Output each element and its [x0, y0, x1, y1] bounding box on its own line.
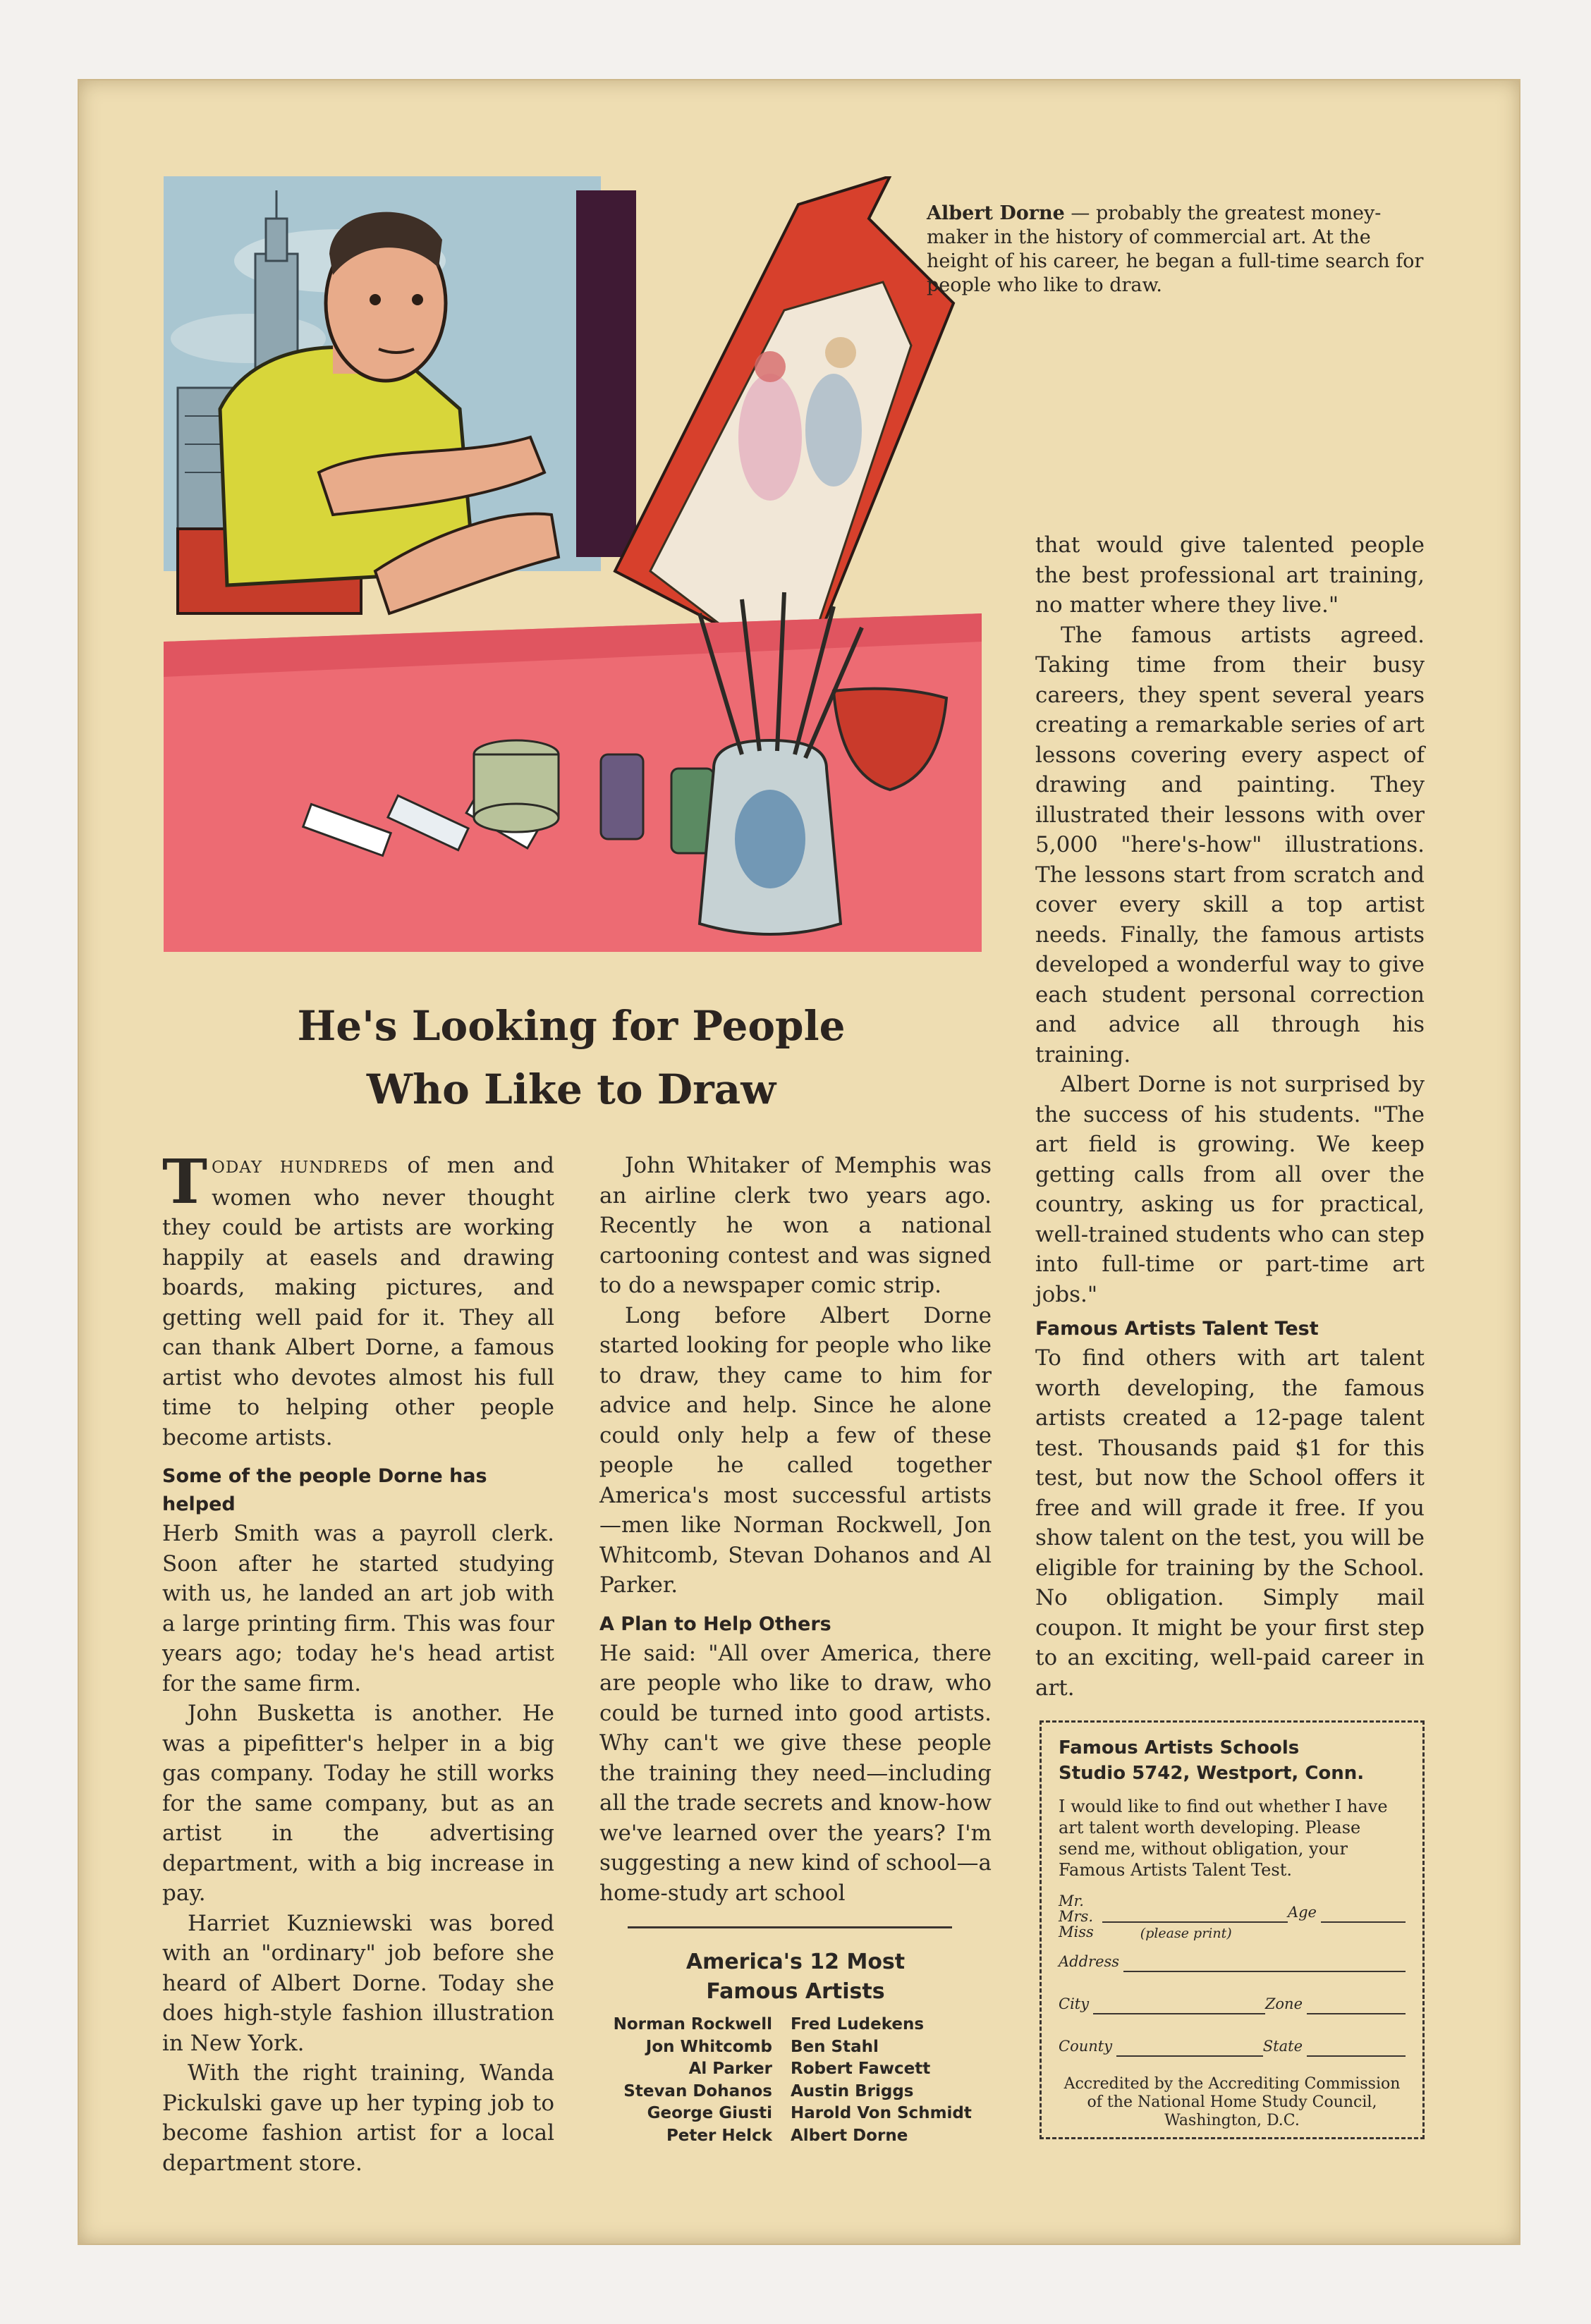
- subhead-plan: A Plan to Help Others: [599, 1613, 831, 1635]
- intro-rest: of men and women who never thought they could be artists are working happily at easels and drawing boards, making pictures, and getting well paid for it. They all can thank Albert Dorne, a famous artist who devotes almost his full time to helping other people become artists.: [162, 1153, 555, 1450]
- article-column-2: [599, 1151, 992, 1908]
- coupon-school-name: Famous Artists Schools: [1059, 1737, 1300, 1759]
- caption-text: — probably the greatest money-maker in the history of commercial art. At the height of his career, he began a full-time search for people who like to draw.: [927, 202, 1424, 296]
- intro-paragraph: [162, 1146, 555, 1452]
- paragraph-john-busketta: John Busketta is another. He was a pipefitter's helper in a big gas company. Today he still works for the same company, but as an artist in the advertising department, with a big increase in pay.: [162, 1701, 554, 1906]
- artist-name: Stevan Dohanos: [623, 2081, 772, 2100]
- coupon-address-field[interactable]: [1059, 1951, 1406, 1972]
- label-mr: Mr.: [1059, 1892, 1084, 1909]
- coupon-school: [1059, 1735, 1406, 1786]
- paragraph-he-said: He said: "All over America, there are people who like to draw, who could be turned into good artists. Why can't we give these people the training they need—including all the trade secrets and know-how we've learned over the years? I'm suggesting a new kind of school—a home-study art school: [599, 1640, 992, 1906]
- label-state: State: [1262, 2038, 1303, 2055]
- label-miss: Miss: [1059, 1924, 1094, 1940]
- headline-line-2: Who Like to Draw: [366, 1065, 776, 1113]
- artist-name: Ben Stahl: [791, 2037, 879, 2056]
- artists-row: [592, 2014, 1001, 2036]
- artist-name: Austin Briggs: [791, 2081, 914, 2100]
- age-line[interactable]: [1321, 1906, 1406, 1923]
- artist-name: George Giusti: [647, 2104, 772, 2122]
- coupon-city-field[interactable]: [1059, 1993, 1406, 2014]
- artist-name: Harold Von Schmidt: [791, 2104, 972, 2122]
- paragraph-long-before: Long before Albert Dorne started looking for people who like to draw, they came to him for advice and help. Since he alone could only help a few of these people he called together America's most successful artists —men like Norman Rockwell, Jon Whitcomb, Stevan Dohanos and Al Parker.: [599, 1302, 992, 1598]
- artist-name: Peter Helck: [666, 2126, 772, 2145]
- state-line[interactable]: [1307, 2040, 1406, 2057]
- artists-row: [592, 2103, 1001, 2125]
- label-address: Address: [1059, 1953, 1120, 1970]
- paragraph-harriet: Harriet Kuzniewski was bored with an "ordinary" job before she heard of Albert Dorne. Today she does high-style fashion illustration in New York.: [162, 1910, 554, 2056]
- coupon-accreditation: Accredited by the Accrediting Commission of the National Home Study Council, Washington, D.C.: [1063, 2075, 1401, 2129]
- paragraph-wanda: With the right training, Wanda Pickulski gave up her typing job to become fashion artist for a local department store.: [162, 2060, 554, 2176]
- headline-line-1: He's Looking for People: [297, 1002, 846, 1050]
- label-county: County: [1059, 2038, 1113, 2055]
- artist-name: Robert Fawcett: [791, 2060, 931, 2078]
- artists-title: [599, 1947, 992, 2007]
- coupon-message: I would like to find out whether I have art talent worth developing. Please send me, without obligation, your Famous Artists Talent Test.: [1059, 1797, 1388, 1880]
- coupon-school-address: Studio 5742, Westport, Conn.: [1059, 1763, 1365, 1784]
- article-column-3: [1035, 530, 1425, 1703]
- label-city: City: [1059, 1995, 1090, 2012]
- artist-name: Fred Ludekens: [791, 2015, 925, 2034]
- mail-coupon[interactable]: [1040, 1720, 1425, 2139]
- drop-cap: T: [162, 1146, 207, 1218]
- paragraph-artists-agreed: The famous artists agreed. Taking time from their busy careers, they spent several years creating a remarkable series of art lessons covering every aspect of drawing and painting. They illustrated their lessons with over 5,000 "here's-how" illustrations. The lessons start from scratch and cover every skill a top artist needs. Finally, the famous artists developed a wonderful way to give each student personal correction and advice all through his training.: [1035, 622, 1425, 1068]
- artists-row: [592, 2036, 1001, 2059]
- zone-line[interactable]: [1307, 1998, 1406, 2014]
- article-column-1: [162, 1146, 555, 2178]
- paragraph-not-surprised: Albert Dorne is not surprised by the success of his students. "The art field is growing. We keep getting calls from all over the country, asking us for practical, well-trained students who can step into full-time or part-time art jobs.": [1035, 1072, 1425, 1307]
- paragraph-herb-smith: Herb Smith was a payroll clerk. Soon after he started studying with us, he landed an art job with a large printing firm. This was four years ago; today he's head artist for the same firm.: [162, 1521, 554, 1696]
- label-zone: Zone: [1264, 1995, 1303, 2012]
- artists-row: [592, 2058, 1001, 2081]
- paragraph-talent-test: To find others with art talent worth developing, the famous artists created a 12-page talent test. Thousands paid $1 for this test, but now the School offers it free and will grade it free. If you show talent on the test, you will be eligible for training by the School. No obligation. Simply mail coupon. It might be your first step to an exciting, well-paid career in art.: [1035, 1345, 1425, 1701]
- artists-row: [592, 2125, 1001, 2148]
- artist-name: Albert Dorne: [791, 2126, 908, 2145]
- name-age-row: [1098, 1902, 1406, 1923]
- paragraph-john-whitaker: John Whitaker of Memphis was an airline clerk two years ago. Recently he won a national cartooning contest and was signed to do a newspaper comic strip.: [599, 1153, 992, 1298]
- please-print-hint: (please print): [1140, 1926, 1232, 1941]
- paragraph-continued: that would give talented people the best professional art training, no matter where they live.": [1035, 532, 1425, 618]
- artists-list: [592, 2014, 1001, 2147]
- artist-illustration: [164, 176, 982, 952]
- artist-name: Al Parker: [688, 2060, 772, 2078]
- artist-name: Norman Rockwell: [613, 2015, 772, 2034]
- illustration-caption: [927, 202, 1434, 298]
- artists-row: [592, 2081, 1001, 2103]
- artist-name: Jon Whitcomb: [645, 2037, 772, 2056]
- city-line[interactable]: [1093, 1998, 1265, 2014]
- salutation-labels: [1059, 1893, 1094, 1940]
- coupon-name-field[interactable]: [1059, 1893, 1406, 1944]
- name-line-group: [1098, 1893, 1406, 1944]
- name-line[interactable]: [1102, 1906, 1288, 1923]
- artists-title-line-2: Famous Artists: [706, 1979, 885, 2004]
- label-mrs: Mrs.: [1059, 1908, 1093, 1925]
- county-line[interactable]: [1116, 2040, 1263, 2057]
- intro-smallcaps: ODAY HUNDREDS: [212, 1158, 389, 1177]
- headline: [148, 994, 994, 1121]
- artists-title-line-1: America's 12 Most: [685, 1950, 906, 1974]
- caption-name: Albert Dorne: [927, 202, 1065, 224]
- subhead-talent-test: Famous Artists Talent Test: [1035, 1318, 1319, 1340]
- address-line[interactable]: [1123, 1955, 1406, 1972]
- coupon-county-field[interactable]: [1059, 2036, 1406, 2057]
- label-age: Age: [1287, 1904, 1317, 1921]
- divider-rule: [628, 1926, 952, 1928]
- subhead-people-helped: Some of the people Dorne has helped: [162, 1465, 487, 1515]
